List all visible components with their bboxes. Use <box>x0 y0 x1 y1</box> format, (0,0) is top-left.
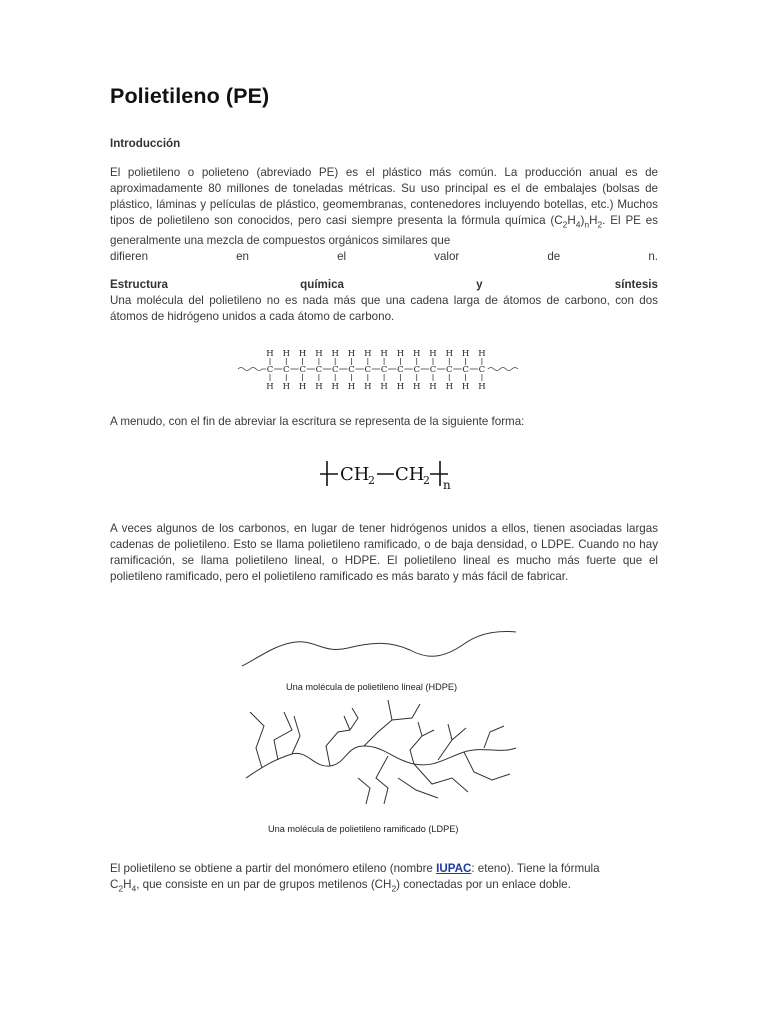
hydrogen-atom-bottom: H <box>282 382 291 392</box>
word: el <box>337 249 347 263</box>
section-heading-introduction: Introducción <box>110 137 181 150</box>
formula-sub: 2 <box>423 474 430 487</box>
carbon-atom: C <box>446 365 453 375</box>
intro-text-1: El polietileno o polieteno (abreviado PE) es el plástico más común. La producción anual es de aproximadamente 80 millones de toneladas métricas. Su uso principal es el de embalajes (bolsas de plástico, láminas y películas de plástico, geomembranas, contenedores incluyendo botellas, etc.) Muchos tipos de polietileno son conocidos, pero casi siempre presenta la fórmula química (C <box>110 166 658 228</box>
hydrogen-atom-bottom: H <box>478 382 486 392</box>
word: de <box>547 249 561 263</box>
carbon-atom: C <box>478 365 486 375</box>
heading-word: química <box>300 278 344 291</box>
abbrev-formula-figure <box>316 455 466 493</box>
carbon-atom: C <box>331 365 339 375</box>
formula-sub-h: 4 <box>575 219 581 230</box>
carbon-atom: C <box>462 365 469 375</box>
carbon-atom: C <box>315 365 323 375</box>
intro-last-line <box>110 249 658 265</box>
hydrogen-atom-bottom: H <box>412 382 421 392</box>
hydrogen-atom-top: H <box>396 349 405 359</box>
abbrev-paragraph: A menudo, con el fin de abreviar la escritura se representa de la siguiente forma: <box>110 415 525 428</box>
hydrogen-atom-top: H <box>429 349 437 359</box>
carbon-atom: C <box>397 365 404 375</box>
hydrogen-atom-bottom: H <box>461 382 470 392</box>
hydrogen-atom-top: H <box>266 349 274 359</box>
iupac-link[interactable]: IUPAC <box>436 862 472 875</box>
formula-svg <box>316 455 466 493</box>
carbon-atom: C <box>380 365 388 375</box>
carbon-atom: C <box>413 365 420 375</box>
carbon-atom: C <box>348 365 355 375</box>
formula-close: ) <box>580 214 585 228</box>
hydrogen-atom-bottom: H <box>331 382 339 392</box>
molecule-svg <box>238 628 524 842</box>
carbon-atom: C <box>299 365 306 375</box>
carbon-atom: C <box>364 365 372 375</box>
formula-sub: 2 <box>368 474 375 487</box>
word: en <box>236 249 249 263</box>
polyethylene-chain-figure <box>236 344 536 392</box>
hydrogen-atom-bottom: H <box>266 382 274 392</box>
formula-n: n <box>443 478 451 492</box>
final-text-1: El polietileno se obtiene a partir del monómero etileno (nombre <box>110 862 437 875</box>
intro-text-2: . El PE es generalmente una mezcla de compuestos orgánicos similares que <box>110 214 659 247</box>
formula-end-h: H <box>589 214 598 228</box>
hydrogen-atom-top: H <box>347 349 356 359</box>
chain-svg <box>236 344 536 392</box>
formula-h: H <box>123 878 132 892</box>
hydrogen-atom-bottom: H <box>445 382 454 392</box>
formula-h: H <box>567 214 576 228</box>
heading-word: y <box>476 278 483 291</box>
branch-paragraph: A veces algunos de los carbonos, en lugar de tener hidrógenos unidos a ellos, tienen asociadas largas cadenas de polietileno. Esto se llama polietileno ramificado, o de baja densidad, o LDPE. Cuando no hay ramificación, se llama polietileno lineal, o HDPE. El polietileno lineal es mucho más fuerte que el polietileno ramificado, pero el polietileno ramificado es más barato y más fácil de fabricar. <box>110 522 658 584</box>
final-text-2: : eteno). Tiene la fórmula <box>471 862 600 875</box>
hydrogen-atom-top: H <box>461 349 470 359</box>
carbon-atom: C <box>266 365 274 375</box>
final-text-4: ) conectadas por un enlace doble. <box>396 878 571 892</box>
hydrogen-atom-bottom: H <box>429 382 437 392</box>
structure-paragraph: Una molécula del polietileno no es nada más que una cadena larga de átomos de carbono, con dos átomos de hidrógeno unidos a cada átomo de carbono. <box>110 294 658 324</box>
hydrogen-atom-bottom: H <box>315 382 323 392</box>
formula-c-sub: 2 <box>118 883 124 894</box>
intro-paragraph <box>110 165 658 265</box>
word: n. <box>648 249 658 263</box>
word: difieren <box>110 249 149 263</box>
hydrogen-atom-bottom: H <box>380 382 388 392</box>
carbon-atom: C <box>283 365 290 375</box>
page-title: Polietileno (PE) <box>110 84 270 108</box>
linear-molecule-line <box>242 632 516 667</box>
formula-sub-h2: 2 <box>597 219 603 230</box>
hydrogen-atom-bottom: H <box>298 382 307 392</box>
carbon-atom: C <box>429 365 437 375</box>
formula-ch: CH <box>340 464 370 485</box>
hydrogen-atom-bottom: H <box>347 382 356 392</box>
hydrogen-atom-top: H <box>298 349 307 359</box>
hydrogen-atom-top: H <box>380 349 388 359</box>
formula-ch: CH <box>395 464 425 485</box>
hydrogen-atom-bottom: H <box>396 382 405 392</box>
structure-section <box>110 277 658 325</box>
formula-c: C <box>110 878 119 892</box>
hydrogen-atom-top: H <box>412 349 421 359</box>
hydrogen-atom-top: H <box>364 349 372 359</box>
final-text-3: , que consiste en un par de grupos metilenos (CH <box>136 878 392 892</box>
heading-word: síntesis <box>614 278 658 291</box>
hydrogen-atom-top: H <box>478 349 486 359</box>
molecule-comparison-figure <box>238 628 524 842</box>
hydrogen-atom-bottom: H <box>364 382 372 392</box>
formula-h-sub: 4 <box>131 883 137 894</box>
section-heading-structure <box>110 277 658 293</box>
hydrogen-atom-top: H <box>331 349 339 359</box>
hydrogen-atom-top: H <box>445 349 454 359</box>
caption-branched: Una molécula de polietileno ramificado (LDPE) <box>268 824 459 834</box>
ch2-sub: 2 <box>391 883 397 894</box>
final-paragraph <box>110 861 658 897</box>
caption-linear: Una molécula de polietileno lineal (HDPE) <box>286 682 458 692</box>
chain-end-left <box>238 368 266 371</box>
formula-sub-c: 2 <box>562 219 568 230</box>
branched-molecule <box>246 700 516 804</box>
hydrogen-atom-top: H <box>282 349 291 359</box>
hydrogen-atom-top: H <box>315 349 323 359</box>
chain-end-right <box>488 368 518 371</box>
formula-sub-n: n <box>584 219 590 230</box>
word: valor <box>434 249 460 263</box>
heading-word: Estructura <box>110 278 168 291</box>
